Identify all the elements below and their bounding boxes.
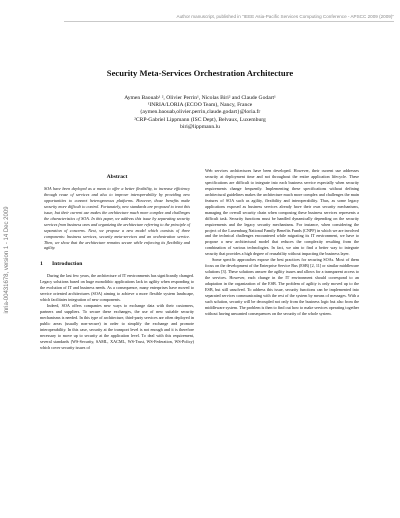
intro-paragraph-2: Indeed, SOA offers companies new ways to exchange data with their customers, partners and suppliers. To secure these exchanges, the use of new suitable security mechanisms is needed. In this type of architecture, third-party services are often deployed in public areas (usually non-secure) in order to simplify the exchange and promote interoperability. In this case, security at the transport level is not enough and it is therefore necessary to move up to security at the application level. To deal with this requirement, several standards (WS-Security, SAML, XACML, WS-Trust, WS-Federation, WS-Policy) which cover security issues of: [40, 303, 194, 350]
hal-identifier-sidebar: [2, 150, 12, 370]
left-column: [40, 175, 194, 351]
intro-paragraph-1: During the last few years, the architecture of IT environments has significantly changed. Legacy solutions based on huge monolithic applications lack in agility when responding to the evolution of IT and business needs. As a consequence, many enterprises have moved to service oriented architectures (SOA) aiming to achieve a more flexible system landscape, which facilitates integration of new components.: [40, 273, 194, 303]
affiliation-2: ²CRP-Gabriel Lippmann (ISC Dept), Belvaux, Luxemburg: [134, 116, 266, 123]
paper-title: Security Meta-Services Orchestration Architecture: [106, 68, 294, 78]
author-block: [0, 95, 400, 131]
introduction-heading: [40, 262, 194, 268]
hal-identifier-text: inria-00431678, version 1 - 14 Dec 2009: [4, 206, 10, 314]
author-email-2: biri@lippmann.lu: [180, 123, 220, 130]
affiliation-1: ¹INRIA/LORIA (ECOO Team), Nancy, France: [147, 102, 253, 109]
body-paragraph-continued: Web services architectures have been developed. However, their current use addresses security at deployment time and not throughout the entire application lifecycle. These specifications are difficult to integrate into each business service especially when security requirements change frequently. Implementing these specifications without defining architectural guidelines makes the architecture much more complex and challenges the main features of SOA such as agility, flexibility and interoperability. Thus, as some legacy applications exposed as business services already have their own security mechanisms, managing the overall security chain when composing these business services represents a difficult task. Security functions must be handled dynamically depending on the security requirements and the legacy security mechanisms. For instance, when considering the project of the Luxemburg National Family Benefits Funds (CNPF) in which we are involved and the technical challenges encountered while migrating its IT environment, we have to propose a new architectural model that reduces the complexity resulting from the combination of various technologies. In fact, we aim to find a better way to integrate security that provides a high degree of reusability without impacting the business layer.: [205, 168, 359, 257]
abstract-text: SOA have been deployed as a mean to offer a better flexibility, to increase efficiency through reuse of services and also to improve interoperability by providing new opportunities to connect heterogeneous platforms. However, those benefits make security more difficult to control. Fortunately, new standards are proposed to treat this issue, but their current use makes the architecture much more complex and challenges the characteristics of SOA. In this paper, we address this issue by separating security services from business ones and organizing the architecture referring to the principle of separation of concerns. Next, we propose a new model which consists of three components: business services, security meta-services and an orchestration service. Then, we show that the architecture remains secure while enforcing its flexibility and agility.: [44, 185, 190, 251]
right-column: [205, 168, 359, 317]
body-paragraph-related-work: Some specific approaches expose the best practices for securing SOAs. Most of them focus on the development of the Enterprise Service Bus (ESB) [2, 11] or similar middleware solutions [3]. These solutions answer the agility issues and allows for a transparent access to the services. However, each change in the IT environment should correspond to an adaptation in the organization of the ESB. The problem of agility is only moved up to the ESB, but still unsolved. To address this issue, security functions can be implemented into separated services communicating with the rest of the system by means of messages. With a such solution, security will be decoupled not only from the business logic but also from the middleware system. The problem is then to find out how to make services operating together without having unwanted consequences on the security of the whole system.: [205, 257, 359, 316]
section-title: Introduction: [52, 261, 83, 268]
author-emails-1: {aymen.baouab,olivier.perrin,claude.godart}@loria.fr: [139, 109, 261, 116]
publication-notice: Author manuscript, published in "IEEE Asia-Pacific Services Computing Conference - APSCC 2009 (2009)": [64, 14, 394, 22]
section-number: 1: [40, 261, 43, 268]
abstract-heading: Abstract: [106, 174, 128, 180]
author-names: Aymen Baouab¹ ², Olivier Perrin¹, Nicolas Biri² and Claude Godart¹: [124, 95, 276, 101]
